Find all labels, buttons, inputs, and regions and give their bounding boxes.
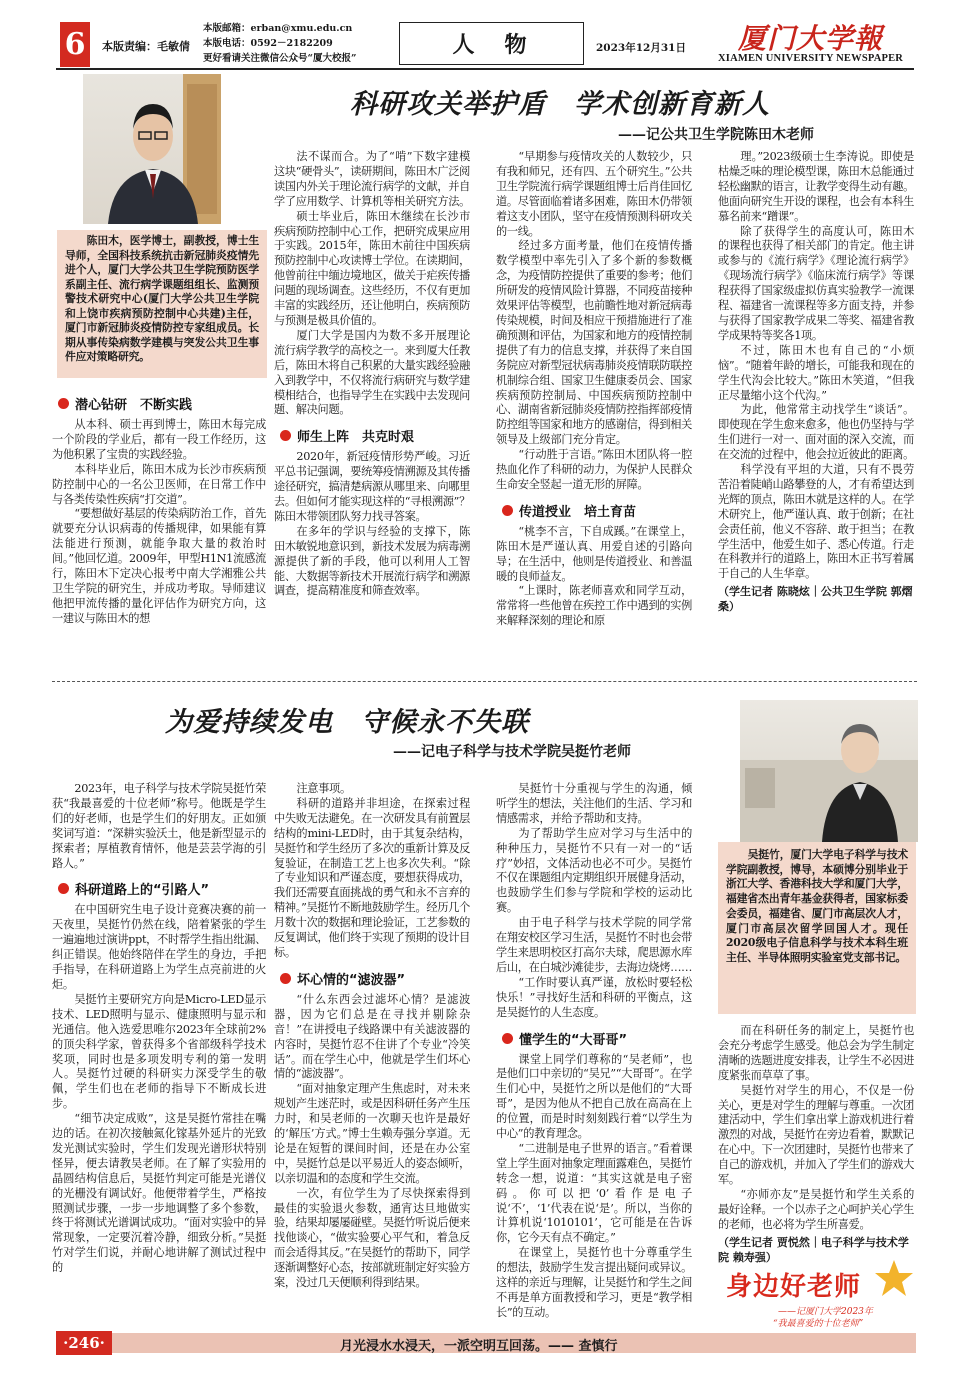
- paragraph: “工作时要认真严谨，放松时要轻松快乐！”寻找好生活和科研的平衡点，这是吴挺竹的人生态度。: [496, 975, 692, 1019]
- bullet-icon: [280, 430, 291, 441]
- heading-dagege: 懂学生的“大哥哥”: [502, 1029, 692, 1048]
- heading-yinlu: 科研道路上的“引路人”: [58, 879, 266, 898]
- wechat-text: 更好看请关注微信公众号“厦大校报”: [203, 53, 357, 64]
- article1-title: 科研攻关举护盾 学术创新育新人: [350, 89, 770, 120]
- newspaper-logo-en: XIAMEN UNIVERSITY NEWSPAPER: [718, 53, 904, 64]
- paragraph: 2023年，电子科学与技术学院吴挺竹荣获“我最喜爱的十位老师”称号。他既是学生们的好老师，也是学生们的好朋友。正如颁奖词写道：“深耕实验沃土，他是新型显示的探索者；厚植教育情怀，他是芸芸学海的引路人。”: [52, 782, 266, 870]
- article1-bio-box: [57, 230, 267, 378]
- heading-shisheng: 师生上阵 共克时艰: [280, 426, 470, 445]
- paragraph: 厦门大学是国内为数不多开展理论流行病学教学的高校之一。来到厦大任教后，陈田木将自己积累的大量实践经验融入到教学中，不仅将流行病研究与数学建模相结合，也指导学生在实践中去发现问题、解决问题。: [274, 328, 470, 417]
- paragraph: “早期参与疫情攻关的人数较少，只有我和师兄，还有四、五个研究生。”公共卫生学院流行病学课题组博士后肖佳回忆道。尽管面临着诸多困难，陈田木仍带领着这支小团队，坚守在疫情预测科研攻关的一线。: [496, 150, 692, 238]
- star-icon: [874, 1258, 914, 1298]
- paragraph: 除了获得学生的高度认可，陈田木的课程也获得了相关部门的肯定。他主讲或参与的《流行病学》《理论流行病学》《现场流行病学》《临床流行病学》等课程获得了国家级虚拟仿真实验教学一流课程、福建省一流课程等多方面支持，并参与获得了国家教学成果二等奖、福建省教学成果特等奖各1项。: [718, 224, 914, 342]
- article2-title: 为爱持续发电 守候永不失联: [165, 707, 529, 738]
- paragraph: 在课堂上，吴挺竹也十分尊重学生的想法，鼓励学生发言提出疑问或异议。这样的亲近与理解，让吴挺竹和学生之间不再是单方面教授和学习，更是“教学相长”的互动。: [496, 1246, 692, 1319]
- paragraph: 科研的道路并非坦途，在探索过程中失败无法避免。在一次研发具有前置层结构的mini-LED时，由于其复杂结构，吴挺竹和学生经历了多次的重新计算及反复验证，在制造工艺上也多次失利。“除了专业知识和严谨态度，要想获得成功，我们还需要直面挑战的勇气和永不言弃的精神。”吴挺竹不断地鼓励学生。经历几个月数十次的数据和理论验证，工艺参数的反复调试，他们终于实现了预期的设计目标。: [274, 796, 470, 959]
- paragraph: 为此，他常常主动找学生“谈话”。即使现在学生愈来愈多，他也仍坚持与学生们进行一对一、面对面的深入交流，而在交流的过程中，他会拉近彼此的距离。: [718, 403, 914, 462]
- page-number: 6: [64, 27, 86, 62]
- newspaper-logo: 厦门大学報: [738, 22, 884, 55]
- bullet-icon: [502, 1033, 513, 1044]
- paragraph: 2020年，新冠疫情形势严峻。习近平总书记强调，要统筹疫情溯源及其传播途径研究，搞清楚病源从哪里来、向哪里去。但如何才能实现这样的“寻根溯源”？陈田木带领团队努力找寻答案。: [274, 450, 470, 523]
- paragraph: “行动胜于言语。”陈田木团队将一腔热血化作了科研的动力，为保护人民群众生命安全竖起一道无形的屏障。: [496, 448, 692, 491]
- paragraph: “二进制是电子世界的语言。”看着课堂上学生面对抽象定理面露难色，吴挺竹转念一想，说道：“其实这就是电子密码。你可以把‘0’看作是电子说‘不’，‘1’代表在说‘是’。所以，当你的计算机说‘1010101’，它可能是在告诉你，它今天有点不确定。”: [496, 1141, 692, 1245]
- page-number-box: [60, 22, 90, 67]
- email-text: 本版邮箱：erban@xmu.edu.cn: [203, 23, 353, 34]
- paragraph: 一次，有位学生为了尽快探索得到最佳的实验退火参数，通宵达旦地做实验，结果却屡屡碰壁。吴挺竹听说后便来找他谈心，“做实验要心平气和，着急反而会适得其反。”在吴挺竹的帮助下，同学逐渐调整好心态，按部就班制定好实验方案，没过几天便顺利得到结果。: [274, 1186, 470, 1290]
- paragraph: 为了帮助学生应对学习与生活中的种种压力，吴挺竹不只有一对一的“话疗”妙招，文体活动也必不可少。吴挺竹不仅在课题组内定期组织开展健身活动，也鼓励学生们参与学院和学校的运动比赛。: [496, 826, 692, 915]
- article1-bio-text: 陈田木，医学博士，副教授，博士生导师，全国科技系统抗击新冠肺炎疫情先进个人，厦门大学公共卫生学院预防医学系副主任、流行病学课题组组长、监测预警技术研究中心(厦门大学公共卫生学院和上饶市疾病预防控制中心共建)主任，厦门市新冠肺炎疫情防控专家组成员。长期从事传染病数学建模与突发公共卫生事件应对策略研究。: [65, 234, 259, 363]
- paragraph: “要想做好基层的传染病防治工作，首先就要充分认识病毒的传播规律，如果能有算法能进行预测，就能争取大量的救治时间。”他回忆道。2009年，甲型H1N1流感流行，陈田木下定决心报考中南大学湘雅公共卫生学院的研究生，并成功考取。导师建议他把甲流传播的量化评估作为研究方向，这一建议与陈田木的想: [52, 507, 266, 625]
- paragraph: 吴挺竹对学生的用心，不仅是一份关心，更是对学生的理解与尊重。一次团建活动中，学生们拿出掌上游戏机进行着激烈的对战，吴挺竹在旁边看着，默默记在心中。下一次团建时，吴挺竹也带来了自己的游戏机，并加入了学生们的游戏大军。: [718, 1083, 914, 1187]
- paragraph: 科学没有平坦的大道，只有不畏劳苦沿着陡峭山路攀登的人，才有希望达到光辉的顶点，陈田木就是这样的人。在学术研究上，他严谨认真、敢于创新；在社会责任前，他义不容辞、敢于担当；在教学生活中，他爱生如子、悉心传道。行走在科教并行的道路上，陈田木正书写着属于自己的人生华章。: [718, 463, 914, 581]
- issue-date: 2023年12月31日: [596, 42, 686, 54]
- editor-label: 本版责编：毛敏倩: [102, 40, 190, 53]
- paragraph: 而在科研任务的制定上，吴挺竹也会充分考虑学生感受。他总会为学生制定清晰的选题进度安排表，让学生不必因进度紧张而草草了事。: [718, 1024, 914, 1082]
- article1-col1: [52, 386, 266, 627]
- heading-chuandao: 传道授业 培土育苗: [502, 501, 692, 520]
- badge-subtitle-1: ——记厦门大学2023年: [778, 1307, 873, 1317]
- article2-col2: [274, 782, 470, 1291]
- paragraph: 在中国研究生电子设计竞赛决赛的前一天夜里，吴挺竹仍然在线，陪着紧张的学生一遍遍地过演讲ppt，不时帮学生指出纰漏、纠正错误。他始终陪伴在学生的身边，手把手指导，在科研道路上为学生点亮前进的火炬。: [52, 903, 266, 991]
- paragraph: “上课时，陈老师喜欢和同学互动，常常将一些他曾在疾控工作中遇到的实例来解释深刻的理论和原: [496, 584, 692, 628]
- article2-bio-box: [718, 842, 916, 1014]
- paragraph: 吴挺竹十分重视与学生的沟通，倾听学生的想法，关注他们的生活、学习和情感需求，并给予帮助和支持。: [496, 782, 692, 825]
- article1-col4: [718, 150, 914, 614]
- portrait-chen-tianmu: [83, 74, 221, 224]
- good-teacher-badge: [718, 1252, 918, 1332]
- section-label: 人 物: [452, 32, 531, 58]
- paragraph: 由于电子科学与技术学院的同学常在翔安校区学习生活，吴挺竹不时也会带学生来思明校区打高尔夫球，爬思源水库后山，在白城沙滩徒步，去海边烧烤……: [496, 916, 692, 974]
- paragraph: “什么东西会过滤坏心情？是滤波器，因为它们总是在寻找并剔除杂音！”在讲授电子线路课中有关滤波器的内容时，吴挺竹忍不住讲了个专业“冷笑话”。而在学生心中，他就是学生们坏心情的“滤波器”。: [274, 992, 470, 1081]
- paragraph: “桃李不言，下自成蹊。”在课堂上，陈田木是严谨认真、用爱自述的引路向导；在生活中，他则是传道授业、和善温暖的良师益友。: [496, 524, 692, 583]
- paragraph: 硕士毕业后，陈田木继续在长沙市疾病预防控制中心工作，把研究成果应用于实践。2015年，陈田木前往中国疾病预防控制中心攻读博士学位。在读期间，他曾前往中缅边境地区，做关于疟疾传播问题的现场调查。这些经历，不仅有更加丰富的实践经历，还让他明白，疾病预防与预测是极具价值的。: [274, 209, 470, 327]
- footer-page-label: ·246·: [56, 1331, 112, 1355]
- paragraph: 在多年的学识与经验的支撑下，陈田木敏锐地意识到，新技术发展为病毒溯源提供了新的手段，他可以利用人工智能、大数据等新技术开展流行病学和溯源调查，提高精准度和筛查效率。: [274, 524, 470, 598]
- header-rule: [56, 68, 914, 70]
- article2-col4: [718, 1024, 914, 1265]
- heading-qianxin: 潜心钻研 不断实践: [58, 394, 266, 413]
- article1-col3: [496, 150, 692, 629]
- paragraph: 课堂上同学们尊称的“吴老师”，也是他们口中亲切的“吴兄”“大哥哥”。在学生们心中，吴挺竹之所以是他们的“大哥哥”，是因为他从不把自己放在高高在上的位置，而是时时刻刻践行着“以学生为中心”的教育理念。: [496, 1052, 692, 1141]
- paragraph: 从本科、硕士再到博士，陈田木每完成一个阶段的学业后，都有一段工作经历，这为他积累了宝贵的实践经验。: [52, 418, 266, 461]
- footer-quote: 月光浸水水浸天，一派空明互回荡。—— 查慎行: [340, 1339, 618, 1354]
- bullet-icon: [58, 883, 69, 894]
- article1-col2: [274, 150, 470, 599]
- badge-title: 身边好老师: [726, 1272, 862, 1302]
- paragraph: “细节决定成败”，这是吴挺竹常挂在嘴边的话。在初次接触氮化镓基外延片的光致发光测试实验时，学生们发现光谱形状特别怪异，便去请教吴老师。在了解了实验用的晶圆结构信息后，吴挺竹判定可能是光谱仪的光栅没有调试好。他便带着学生，严格按照测试步骤，一步一步地调整了多个参数，终于将测试光谱调试成功。“面对实验中的异常现象，一定要沉着冷静，细致分析。”吴挺竹对学生们说，并耐心地讲解了测试过程中的: [52, 1112, 266, 1275]
- paragraph: 不过，陈田木也有自己的“小烦恼”。“随着年龄的增长，可能我和现在的学生代沟会比较大。”陈田木笑道，“但我正尽量缩小这个代沟。”: [718, 343, 914, 402]
- article2-credit: （学生记者 贾悦然｜电子科学与技术学院 赖寿强）: [718, 1235, 909, 1264]
- bullet-icon: [280, 973, 291, 984]
- heading-lvboqi: 坏心情的“滤波器”: [280, 969, 470, 988]
- paragraph: 吴挺竹主要研究方向是Micro-LED显示技术、LED照明与显示、健康照明与显示和光通信。他入选爱思唯尔2023年全球前2%的顶尖科学家，曾获得多个省部级科学技术奖项，同时也是多项发明专利的第一发明人。吴挺竹过硬的科研实力深受学生的敬佩，学生们也在老师的指导下不断成长进步。: [52, 992, 266, 1111]
- article-divider: [52, 681, 917, 682]
- bullet-icon: [502, 505, 513, 516]
- bullet-icon: [58, 398, 69, 409]
- paragraph: 本科毕业后，陈田木成为长沙市疾病预防控制中心的一名公卫医师，在日常工作中与各类传染性疾病“打交道”。: [52, 462, 266, 506]
- header-contact: [203, 21, 356, 66]
- paragraph: 注意事项。: [296, 782, 351, 795]
- article1-subtitle: ——记公共卫生学院陈田木老师: [618, 127, 814, 143]
- article1-credit: （学生记者 陈晓炫｜公共卫生学院 郭熠桑）: [718, 585, 913, 614]
- paragraph: 理。”2023级硕士生李涛说。即使是枯燥乏味的理论模型课，陈田木总能通过轻松幽默的语言，让教学变得生动有趣。他面向研究生开设的课程，也会有本科生慕名前来“蹭课”。: [718, 150, 914, 223]
- article2-col3: [496, 782, 692, 1321]
- paragraph: “面对抽象定理产生焦虑时，对未来规划产生迷茫时，或是因科研任务产生压力时，和吴老师的一次聊天也许是最好的‘解压’方式。”博士生赖寿强分享道。无论是在短暂的课间时间，还是在办公室中，吴挺竹总是以平易近人的姿态倾听，以亲切温和的态度和学生交流。: [274, 1082, 470, 1185]
- article2-bio-text: 吴挺竹，厦门大学电子科学与技术学院副教授，博导，本硕博分别毕业于浙江大学、香港科技大学和厦门大学，福建省杰出青年基金获得者，国家标委会委员，福建省、厦门市高层次人才，厦门市高层次留学回国人才。现任2020级电子信息科学与技术本科生班主任、半导体照明实验室党支部书记。: [726, 848, 908, 964]
- article2-subtitle: ——记电子科学与技术学院吴挺竹老师: [393, 744, 631, 760]
- paragraph: 法不谋而合。为了“啃”下数字建模这块“硬骨头”，读研期间，陈田木广泛阅读国内外关于理论流行病学的文献，并自学了应用数学、计算机等相关研究方法。: [274, 150, 470, 208]
- article2-col1: [52, 782, 266, 1276]
- phone-text: 本版电话：0592－2182209: [203, 38, 333, 49]
- paragraph: “亦师亦友”是吴挺竹和学生关系的最好诠释。一个以赤子之心呵护关心学生的老师，也必将为学生所喜爱。: [718, 1187, 914, 1231]
- paragraph: 经过多方面考量，他们在疫情传播数学模型中率先引入了多个新的参数概念，为疫情防控提供了重要的参考；他们所研发的疫情风险计算器，不同疫苗接种效果评估等模型，也前瞻性地对新冠病毒传染规模，时间及相应干预措施进行了准确预测和评估，为国家和地方的疫情控制提供了有力的信息支撑，并获得了来自国务院应对新型冠状病毒肺炎疫情联防联控机制综合组、国家卫生健康委员会、国家疾病预防控制局、中国疾病预防控制中心、湖南省新冠肺炎疫情防控指挥部疫情防控组等国家和地方的感谢信，得到相关领导及上级部门充分肯定。: [496, 239, 692, 447]
- section-box: [399, 22, 584, 65]
- portrait-wu-tingzhu: [740, 700, 918, 842]
- badge-subtitle-2: “我最喜爱的十位老师”: [773, 1319, 864, 1329]
